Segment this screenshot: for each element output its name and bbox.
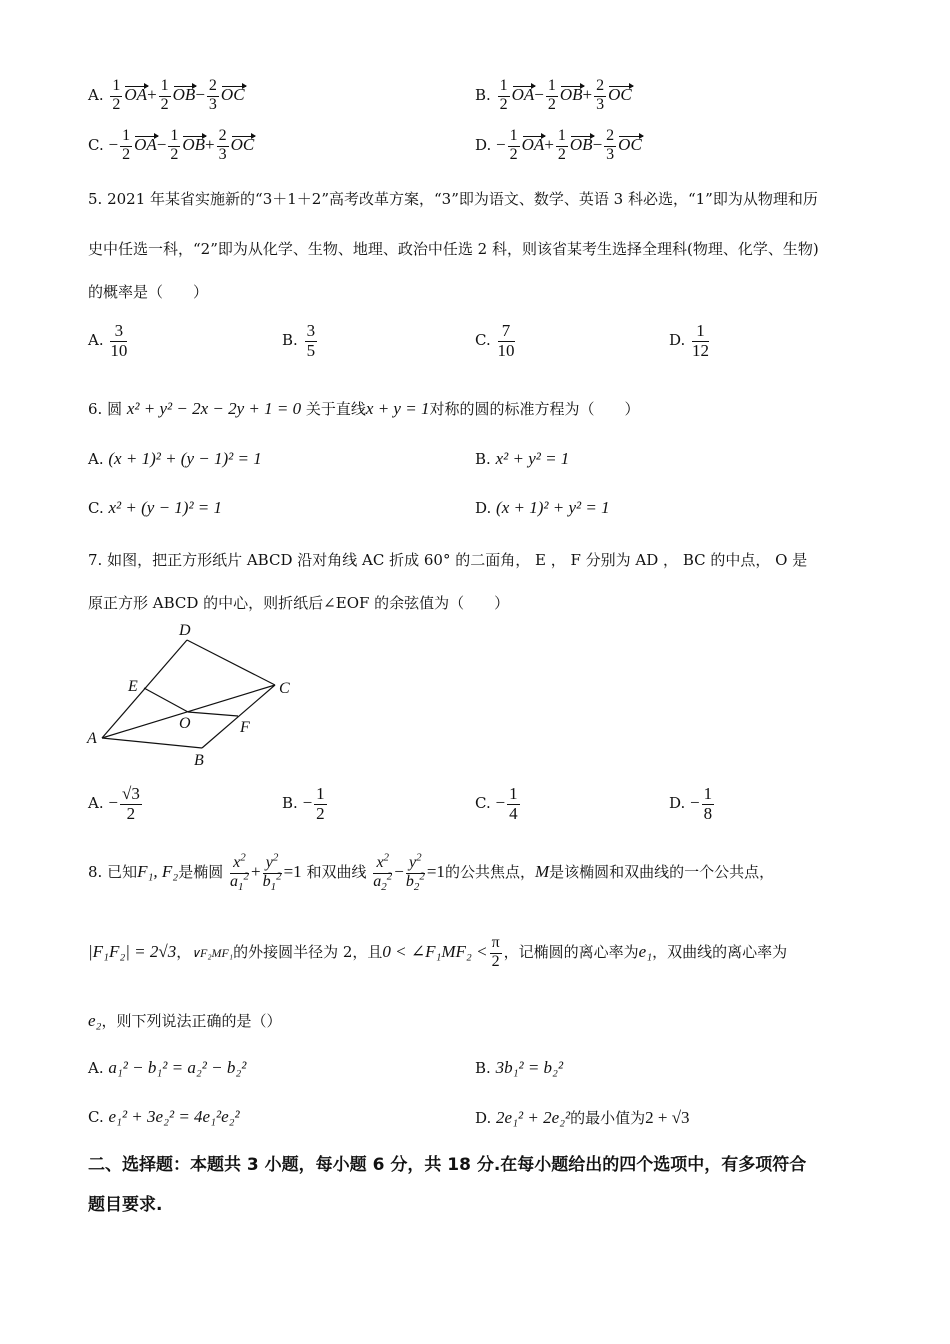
- q8-line-3: e₂，则下列说法正确的是（）: [88, 1011, 282, 1030]
- q5-option-d[interactable]: D. $\frac{1}{12}$: [669, 321, 710, 360]
- point-F-label: F: [240, 719, 250, 736]
- q5-option-c[interactable]: C. $\frac{7}{10}$: [475, 321, 515, 360]
- q8-option-a[interactable]: A. a₁² − b₁² = a₂² − b₂²: [88, 1058, 247, 1077]
- q7-figure: [80, 618, 310, 773]
- q5-line-2: 史中任选一科，“2”即为从化学、生物、地理、政治中任选 2 科，则该省某考生选择全理科(物理、化学、生物): [88, 240, 819, 258]
- q7-option-d[interactable]: D. − $\frac{1}{8}$: [669, 784, 713, 823]
- q8-line-2: |F₁F₂| = 2√3，∨F₂MF₁的外接圆半径为 2，且0 < ∠F₁MF₂ < $\frac{\pi}{2}$ ，记椭圆的离心率为e₁，双曲线的离心率为: [88, 934, 788, 970]
- q4-option-d[interactable]: D. − $\frac{1}{2}$ OA+ $\frac{1}{2}$ OB− $\frac{2}{3}$ OC: [475, 127, 642, 163]
- q8-option-b[interactable]: B. 3b₁² = b₂²: [475, 1058, 564, 1077]
- q5-option-b[interactable]: B. $\frac{3}{5}$: [282, 321, 316, 360]
- point-A-label: A: [87, 730, 97, 747]
- q6-option-a[interactable]: A. (x + 1)² + (y − 1)² = 1: [88, 449, 262, 468]
- q8-option-d[interactable]: D. 2e₁² + 2e₂²的最小值为2 + √3: [475, 1108, 690, 1127]
- point-E-label: E: [128, 678, 138, 695]
- q6-option-d[interactable]: D. (x + 1)² + y² = 1: [475, 498, 610, 517]
- q5-line-3: 的概率是（ ）: [88, 283, 209, 301]
- q4-option-a[interactable]: A. $\frac{1}{2}$ OA+ $\frac{1}{2}$ OB− $\frac{2}{3}$ OC: [88, 77, 245, 113]
- point-C-label: C: [279, 680, 290, 697]
- segment-EO: [144, 688, 188, 712]
- edge-DC: [187, 640, 275, 685]
- q5-option-a[interactable]: A. $\frac{3}{10}$: [88, 321, 128, 360]
- q8-option-c[interactable]: C. e₁² + 3e₂² = 4e₁²e₂²: [88, 1107, 240, 1126]
- q8-line-1: 8. 已知F₁, F₂是椭圆 $\frac{x^2}{a_1^2}$ + $\frac{y^2}{b_1^2}$ =1 和双曲线 $\frac{x^2}{a_2^2}$ − $\frac{y^2}{b_2^2}$ =1的公共焦点，M是该椭圆和双曲线的一个公共点，: [88, 851, 775, 893]
- q7-line-1: 7. 如图，把正方形纸片 ABCD 沿对角线 AC 折成 60° 的二面角， E ， F 分别为 AD ， BC 的中点， O 是: [88, 551, 808, 569]
- q7-option-c[interactable]: C. − $\frac{1}{4}$: [475, 784, 518, 823]
- point-O-label: O: [179, 715, 191, 732]
- section-2-heading-line-1: 二、选择题：本题共 3 小题，每小题 6 分，共 18 分.在每小题给出的四个选项中，有多项符合: [88, 1155, 807, 1175]
- edge-AD: [102, 640, 187, 738]
- edge-BA: [102, 738, 202, 748]
- point-D-label: D: [179, 622, 191, 639]
- q6-stem: 6. 圆 x² + y² − 2x − 2y + 1 = 0 关于直线x + y = 1对称的圆的标准方程为（ ）: [88, 399, 640, 418]
- q4-option-c[interactable]: C. − $\frac{1}{2}$ OA− $\frac{1}{2}$ OB+ $\frac{2}{3}$ OC: [88, 127, 255, 163]
- edge-CB: [202, 685, 275, 748]
- q7-line-2: 原正方形 ABCD 的中心，则折纸后∠EOF 的余弦值为（ ）: [88, 594, 510, 612]
- q7-option-a[interactable]: A. − $\frac{√3}{2}$: [88, 784, 140, 823]
- q5-line-1: 5. 2021 年某省实施新的“3＋1＋2”高考改革方案，“3”即为语文、数学、英语 3 科必选，“1”即为从物理和历: [88, 190, 818, 208]
- q4-option-b[interactable]: B. $\frac{1}{2}$ OA− $\frac{1}{2}$ OB+ $\frac{2}{3}$ OC: [475, 77, 632, 113]
- section-2-heading-line-2: 题目要求.: [88, 1195, 163, 1215]
- point-B-label: B: [194, 752, 204, 769]
- q6-option-c[interactable]: C. x² + (y − 1)² = 1: [88, 498, 223, 517]
- q7-option-b[interactable]: B. − $\frac{1}{2}$: [282, 784, 325, 823]
- q6-option-b[interactable]: B. x² + y² = 1: [475, 449, 570, 468]
- segment-OF: [188, 712, 238, 716]
